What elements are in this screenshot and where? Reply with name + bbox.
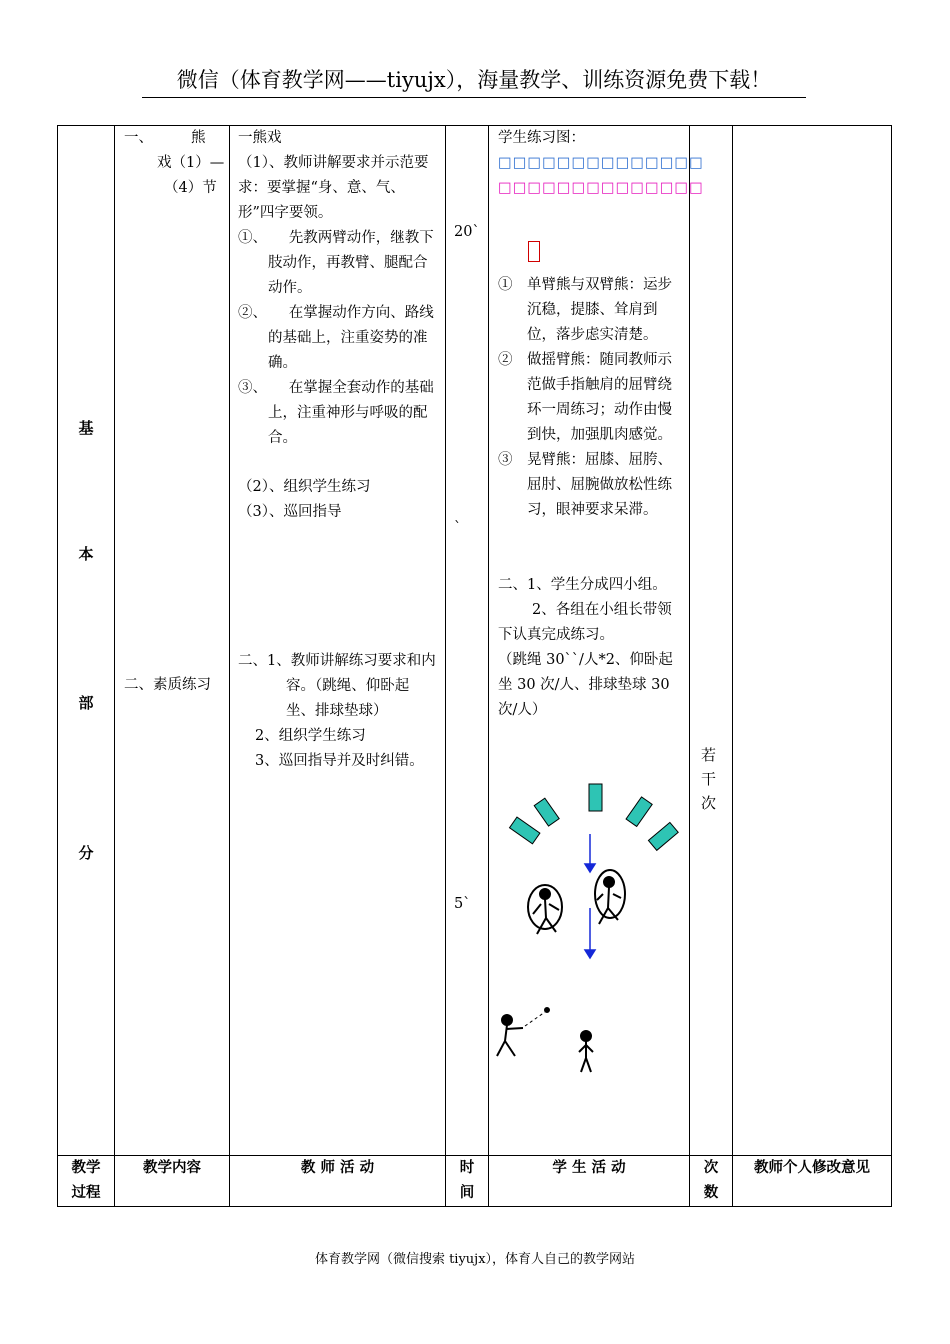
student-formation-row-pink: □□□□□□□□□□□□□□: [498, 180, 704, 196]
col-header-count: 次数: [690, 1156, 733, 1207]
rope-jumping-figures-icon: [528, 870, 625, 934]
page-footer: 体育教学网（微信搜索 tiyujx），体育人自己的教学网站: [314, 1252, 636, 1267]
content-item2: 二、素质练习: [124, 677, 211, 693]
row-label-4: 分: [78, 844, 94, 862]
process-column: [58, 126, 115, 1156]
revision-notes-column: [733, 126, 892, 1156]
count-column: [690, 126, 733, 1156]
exercise-diagram: [489, 776, 690, 1096]
student-group-2: 2、各组在小组长带领下认真完成练习。: [498, 602, 672, 643]
time-1: 20`: [454, 224, 480, 240]
student-title: 学生练习图：: [498, 130, 585, 146]
student-item-1: ① 单臂熊与双臂熊：运步沉稳，提膝、耸肩到位，落步虑实清楚。: [498, 277, 672, 343]
row-label-2: 本: [78, 545, 94, 563]
teacher-part2-1: 二、1、教师讲解练习要求和内容。（跳绳、仰卧起坐、排球垫球）: [238, 653, 436, 719]
teacher-step-3: （3）、巡回指导: [238, 504, 342, 520]
teacher-step-2: （2）、组织学生练习: [238, 479, 371, 495]
teacher-sub-1: ①、 先教两臂动作，继教下肢动作，再教臂、腿配合动作。: [238, 230, 434, 296]
teacher-step-1: （1）、教师讲解要求并示范要求：要掌握“身、意、气、形”四字要领。: [238, 155, 429, 221]
student-group-1: 二、1、学生分成四小组。: [498, 577, 667, 593]
student-item-2: ② 做摇臂熊：随同教师示范做手指触肩的屈臂绕环一周练习；动作由慢到快，加强肌肉感觉。: [498, 352, 672, 443]
teacher-activity-column: [230, 126, 446, 1156]
content-column: [115, 126, 230, 1156]
content-item1-word: 熊: [191, 130, 206, 146]
time-3: 5`: [454, 896, 471, 912]
lesson-plan-table: [57, 125, 892, 1207]
time-2: `: [454, 520, 462, 536]
teacher-position-marker: [528, 241, 540, 262]
col-header-content: 教学内容: [115, 1156, 230, 1207]
teacher-sub-2: ②、 在掌握动作方向、路线的基础上，注重姿势的准确。: [238, 305, 434, 371]
content-item1-num: 一、: [124, 130, 153, 146]
page-header: 微信（体育教学网——tiyujx），海量教学、训练资源免费下载！: [142, 63, 806, 98]
col-header-notes: 教师个人修改意见: [733, 1156, 892, 1207]
flow-arrows: [585, 834, 595, 958]
col-header-process: 教学过程: [58, 1156, 115, 1207]
student-formation-row-blue: □□□□□□□□□□□□□□: [498, 155, 704, 171]
content-item1-line3: （4）节: [164, 180, 217, 196]
volleyball-figures-icon: [497, 1008, 593, 1072]
student-group-3: （跳绳 30``/人*2、仰卧起坐 30 次/人、排球垫球 30 次/人）: [498, 652, 673, 718]
col-header-student: 学 生 活 动: [489, 1156, 690, 1207]
teacher-part2-2: 2、组织学生练习: [255, 728, 366, 744]
col-header-time: 时间: [446, 1156, 489, 1207]
row-label-1: 基: [78, 419, 94, 437]
student-activity-column: [489, 126, 704, 1156]
col-header-teacher: 教 师 活 动: [230, 1156, 446, 1207]
time-column: [446, 126, 489, 1156]
student-item-3: ③ 晃臂熊：屈膝、屈胯、屈肘、屈腕做放松性练习，眼神要求呆滞。: [498, 452, 672, 518]
teacher-part2-3: 3、巡回指导并及时纠错。: [255, 753, 424, 769]
teacher-title: 一熊戏: [238, 130, 282, 146]
student-formation-arc: [510, 784, 679, 850]
row-label-3: 部: [78, 694, 94, 712]
teacher-sub-3: ③、 在掌握全套动作的基础上，注重神形与呼吸的配合。: [238, 380, 434, 446]
content-item1-line2: 戏（1）—: [157, 155, 225, 171]
count-value: 若干次: [701, 746, 717, 812]
